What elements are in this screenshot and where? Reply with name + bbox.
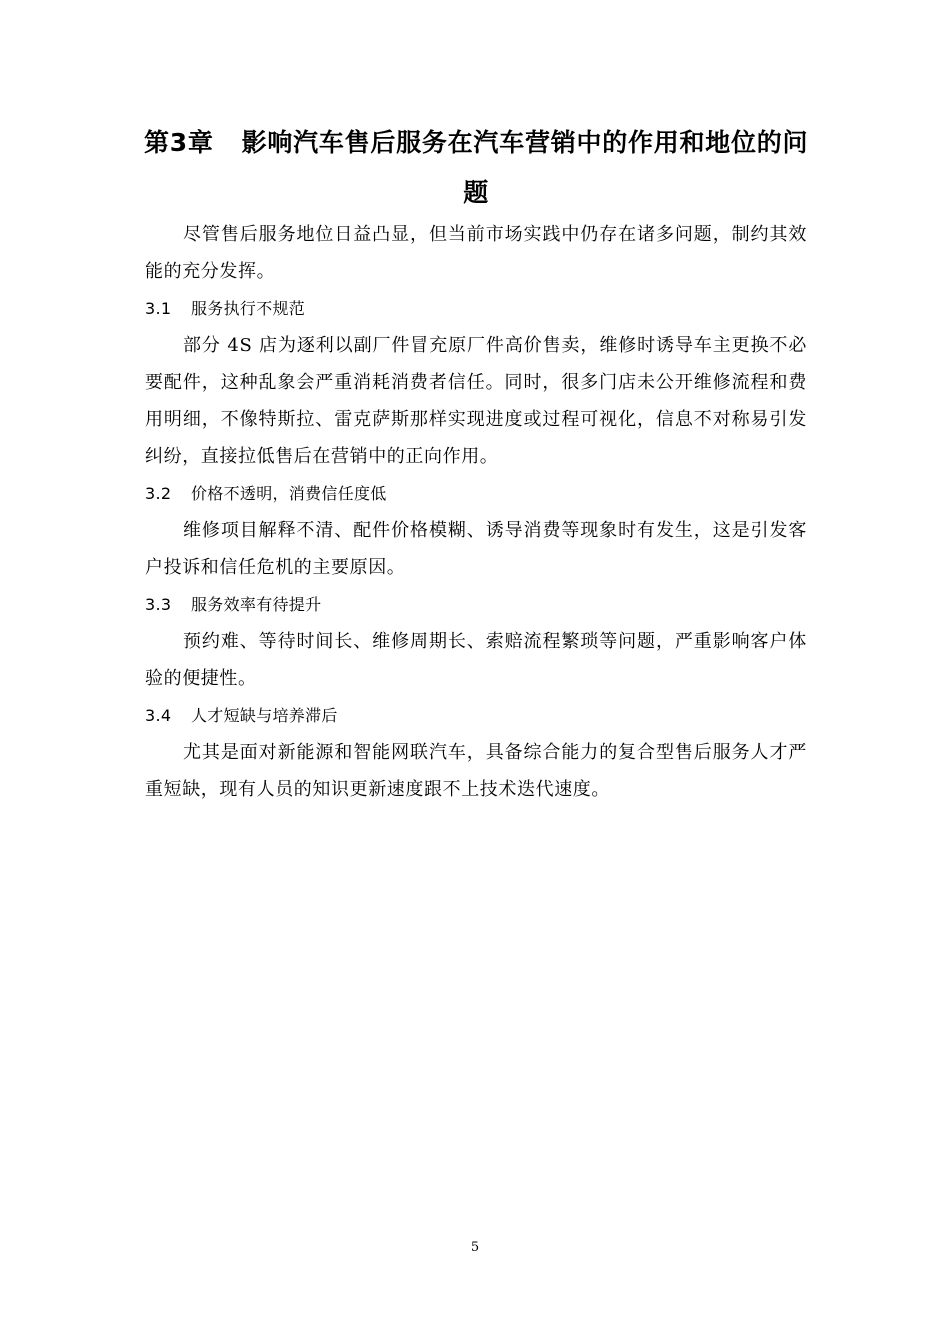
section-number: 3.3 xyxy=(145,595,172,614)
section-paragraph: 部分 4S 店为逐利以副厂件冒充原厂件高价售卖，维修时诱导车主更换不必要配件，这种乱象会严重消耗消费者信任。同时，很多门店未公开维修流程和费用明细，不像特斯拉、雷克萨斯那样实现进度或过程可视化，信息不对称易引发纠纷，直接拉低售后在营销中的正向作用。 xyxy=(145,335,807,467)
section-heading xyxy=(145,290,807,327)
chapter-title xyxy=(144,118,808,218)
section-paragraph: 尤其是面对新能源和智能网联汽车，具备综合能力的复合型售后服务人才严重短缺，现有人员的知识更新速度跟不上技术迭代速度。 xyxy=(145,742,807,800)
section-title: 人才短缺与培养滞后 xyxy=(191,706,338,725)
section-heading xyxy=(145,697,807,734)
document-body xyxy=(145,216,807,808)
section-number: 3.2 xyxy=(145,484,172,503)
section-paragraph: 维修项目解释不清、配件价格模糊、诱导消费等现象时有发生，这是引发客户投诉和信任危机的主要原因。 xyxy=(145,520,807,578)
section-heading xyxy=(145,586,807,623)
chapter-number: 第3章 xyxy=(144,128,214,157)
section-title: 服务效率有待提升 xyxy=(191,595,322,614)
section-number: 3.1 xyxy=(145,299,172,318)
page-number: 5 xyxy=(470,1240,480,1255)
section-number: 3.4 xyxy=(145,706,172,725)
section-title: 服务执行不规范 xyxy=(191,299,306,318)
intro-paragraph: 尽管售后服务地位日益凸显，但当前市场实践中仍存在诸多问题，制约其效能的充分发挥。 xyxy=(145,224,807,282)
section-heading xyxy=(145,475,807,512)
chapter-title-text: 影响汽车售后服务在汽车营销中的作用和地位的问题 xyxy=(241,128,808,207)
section-title: 价格不透明，消费信任度低 xyxy=(191,484,387,503)
section-paragraph: 预约难、等待时间长、维修周期长、索赔流程繁琐等问题，严重影响客户体验的便捷性。 xyxy=(145,631,807,689)
